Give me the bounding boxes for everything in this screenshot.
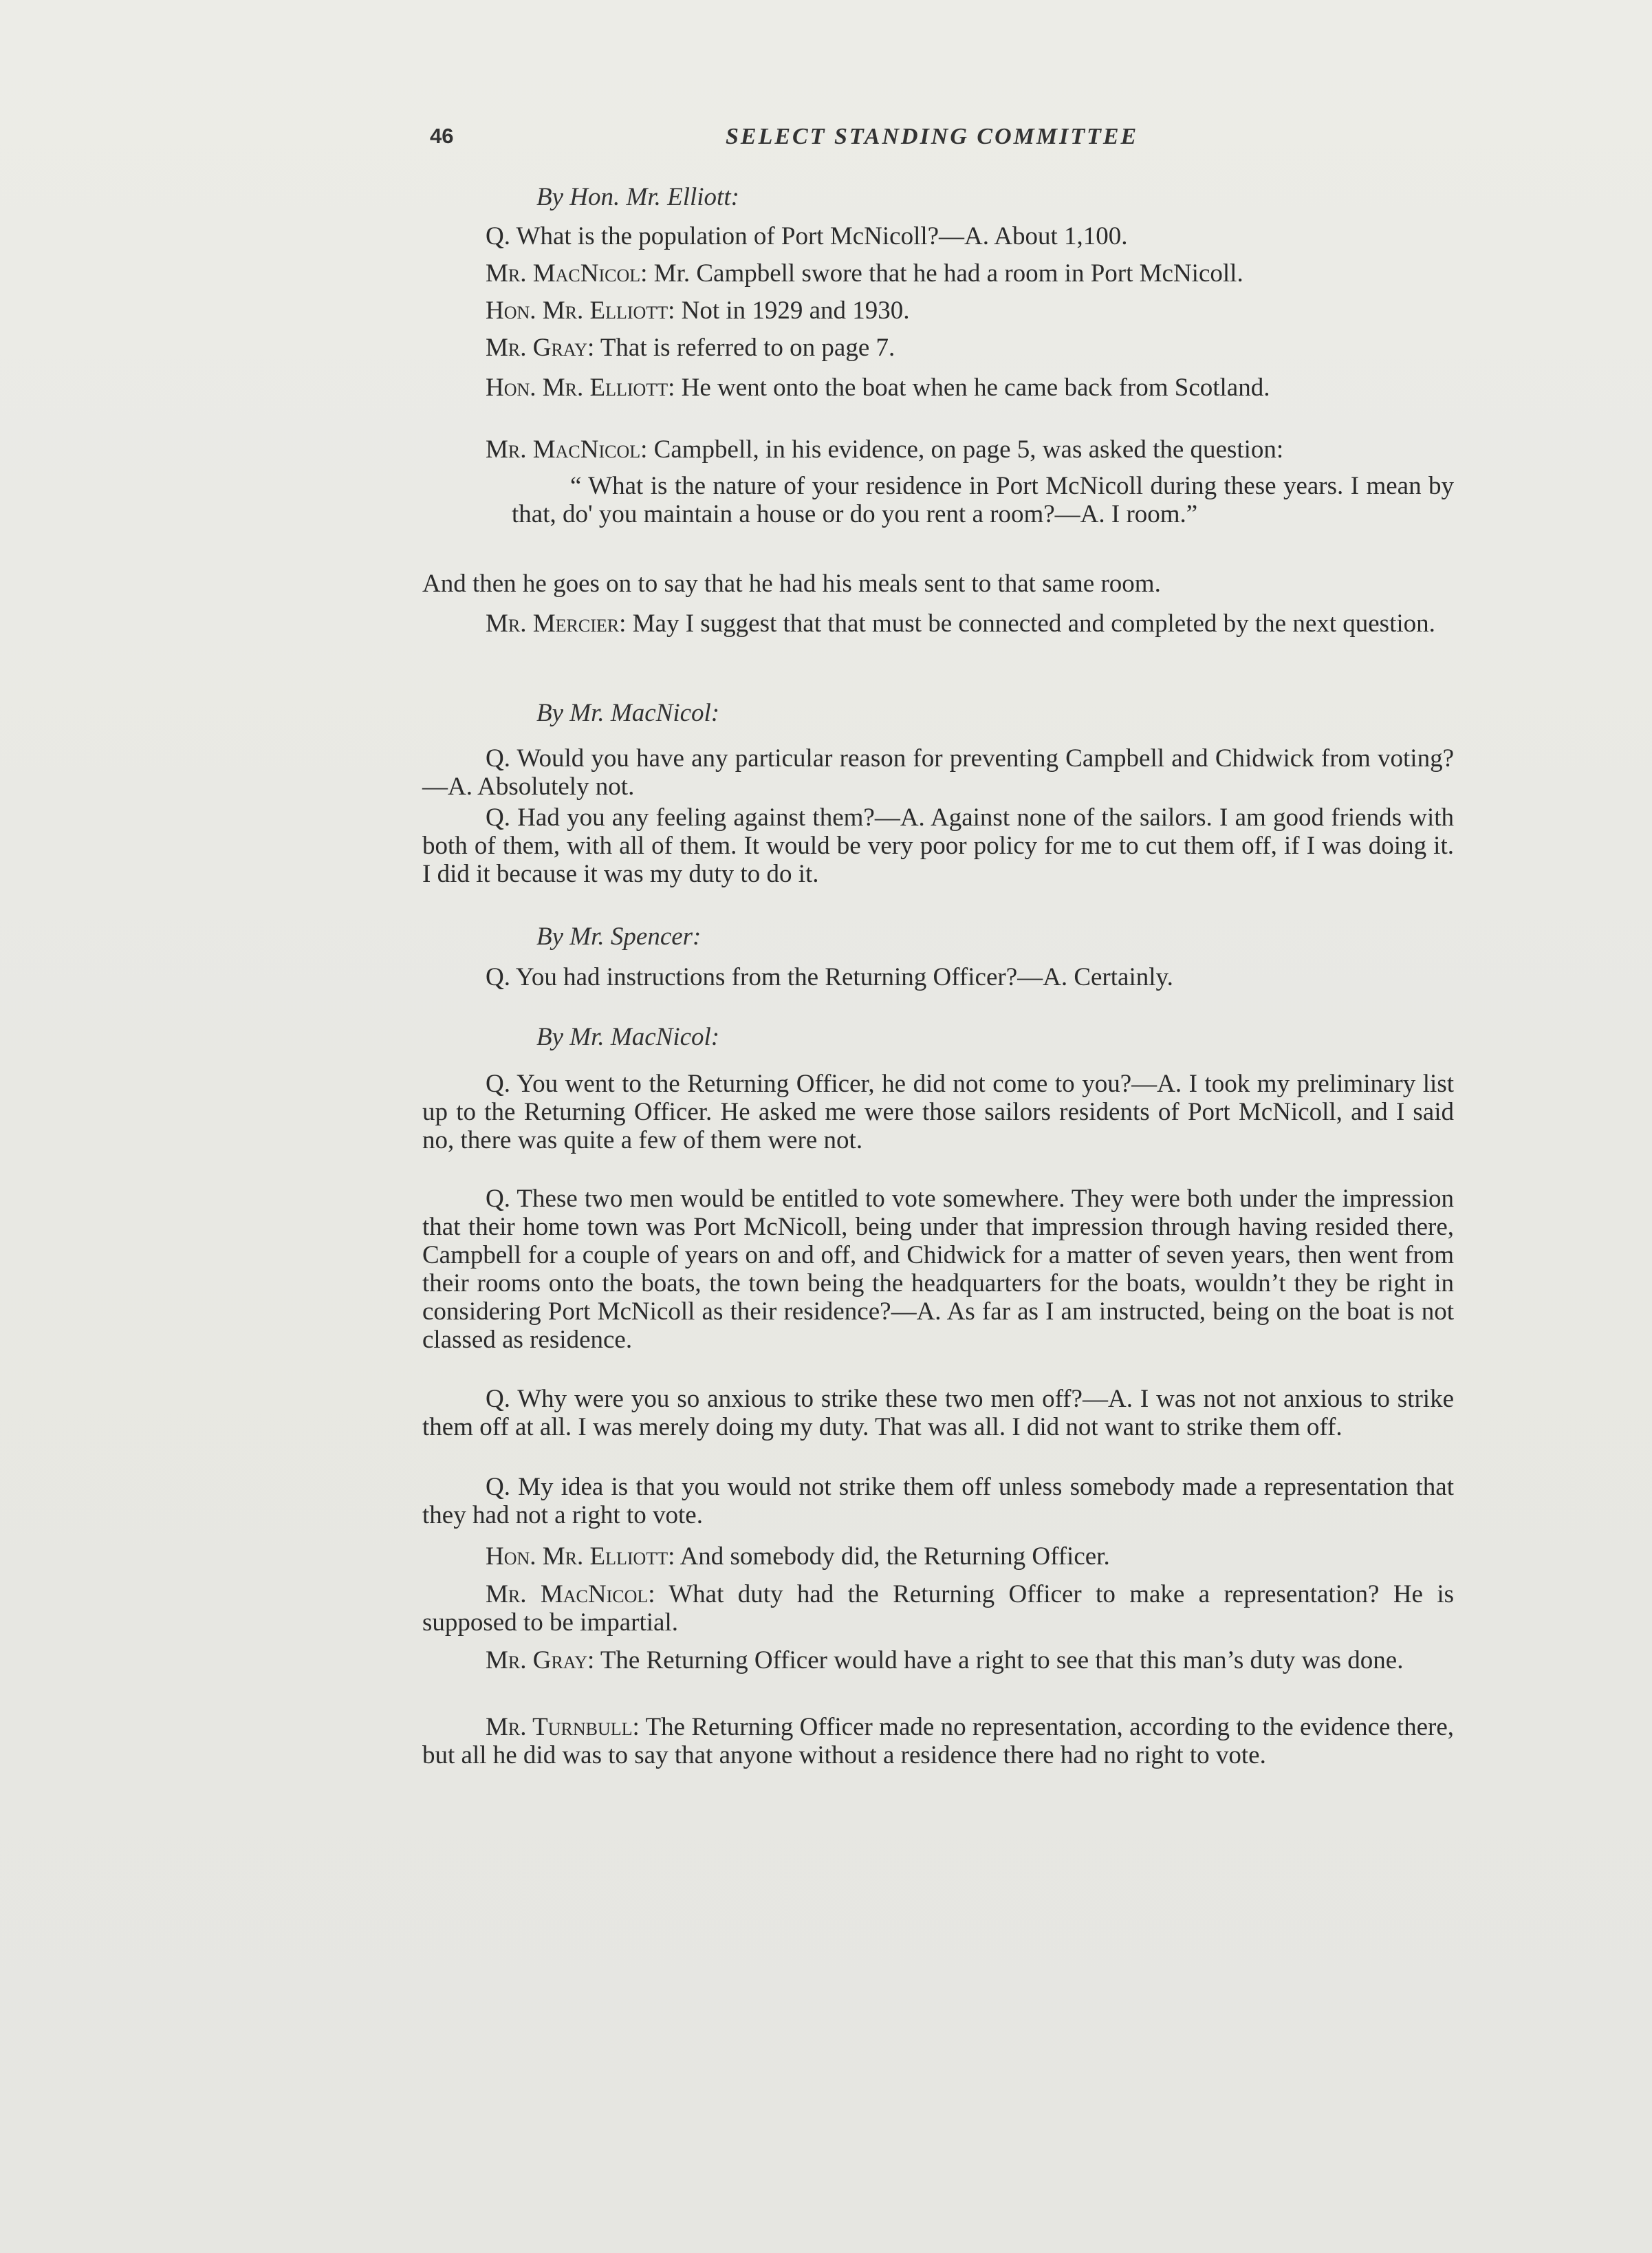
paragraph: Q. Would you have any particular reason for preventing Campbell and Chidwick from voting?—A. Absolutely not. [422,744,1454,801]
paragraph: Hon. Mr. Elliott: He went onto the boat when he came back from Scotland. [486,374,1270,402]
paragraph: Mr. MacNicol: Campbell, in his evidence, on page 5, was asked the question: [486,435,1284,464]
paragraph: Q. Why were you so anxious to strike these two men off?—A. I was not not anxious to strike them off at all. I was merely doing my duty. That was all. I did not want to strike them off. [422,1385,1454,1441]
paragraph: Q. You had instructions from the Returning Officer?—A. Certainly. [486,963,1173,991]
page-number: 46 [430,124,454,148]
section-heading: By Mr. MacNicol: [536,699,720,727]
paragraph: Q. You went to the Returning Officer, he did not come to you?—A. I took my preliminary list up to the Returning Officer. He asked me were those sailors residents of Port McNicoll, and I said no, there was quite a few of them were not. [422,1070,1454,1154]
paragraph: Mr. Mercier: May I suggest that that must be connected and completed by the next question. [486,610,1435,638]
paragraph: And then he goes on to say that he had his meals sent to that same room. [422,570,1161,598]
paragraph: Q. My idea is that you would not strike them off unless somebody made a representation that they had not a right to vote. [422,1473,1454,1529]
paragraph: Q. Had you any feeling against them?—A. Against none of the sailors. I am good friends with both of them, with all of them. It would be very poor policy for me to cut them off, if I was doing it. I did it because it was my duty to do it. [422,804,1454,888]
running-title: SELECT STANDING COMMITTEE [726,124,1139,149]
paragraph: Mr. MacNicol: What duty had the Returning Officer to make a representation? He is supposed to be impartial. [422,1580,1454,1637]
paragraph: Q. What is the population of Port McNicoll?—A. About 1,100. [486,222,1128,250]
section-heading: By Mr. MacNicol: [536,1023,720,1051]
page-header [430,124,1427,158]
paragraph: Mr. MacNicol: Mr. Campbell swore that he had a room in Port McNicoll. [486,259,1243,288]
paragraph: Mr. Gray: That is referred to on page 7. [486,334,895,362]
quotation: “ What is the nature of your residence in Port McNicoll during these years. I mean by that, do' you maintain a house or do you rent a room?—A. I room.” [512,472,1454,528]
paragraph: Hon. Mr. Elliott: And somebody did, the Returning Officer. [486,1542,1110,1571]
paragraph: Mr. Gray: The Returning Officer would have a right to see that this man’s duty was done. [486,1646,1404,1674]
section-heading: By Mr. Spencer: [536,923,702,951]
paragraph: Q. These two men would be entitled to vote somewhere. They were both under the impression that their home town was Port McNicoll, being under that impression through having resided there, Campbell for a couple of years on and off, and Chidwick for a matter of seven years, then went from their rooms onto the boats, the town being the headquarters for the boats, wouldn’t they be right in considering Port McNicoll as their residence?—A. As far as I am instructed, being on the boat is not classed as residence. [422,1185,1454,1354]
paragraph: Mr. Turnbull: The Returning Officer made no representation, according to the evidence there, but all he did was to say that anyone without a residence there had no right to vote. [422,1713,1455,1769]
paragraph: Hon. Mr. Elliott: Not in 1929 and 1930. [486,297,910,325]
section-heading: By Hon. Mr. Elliott: [536,183,739,211]
